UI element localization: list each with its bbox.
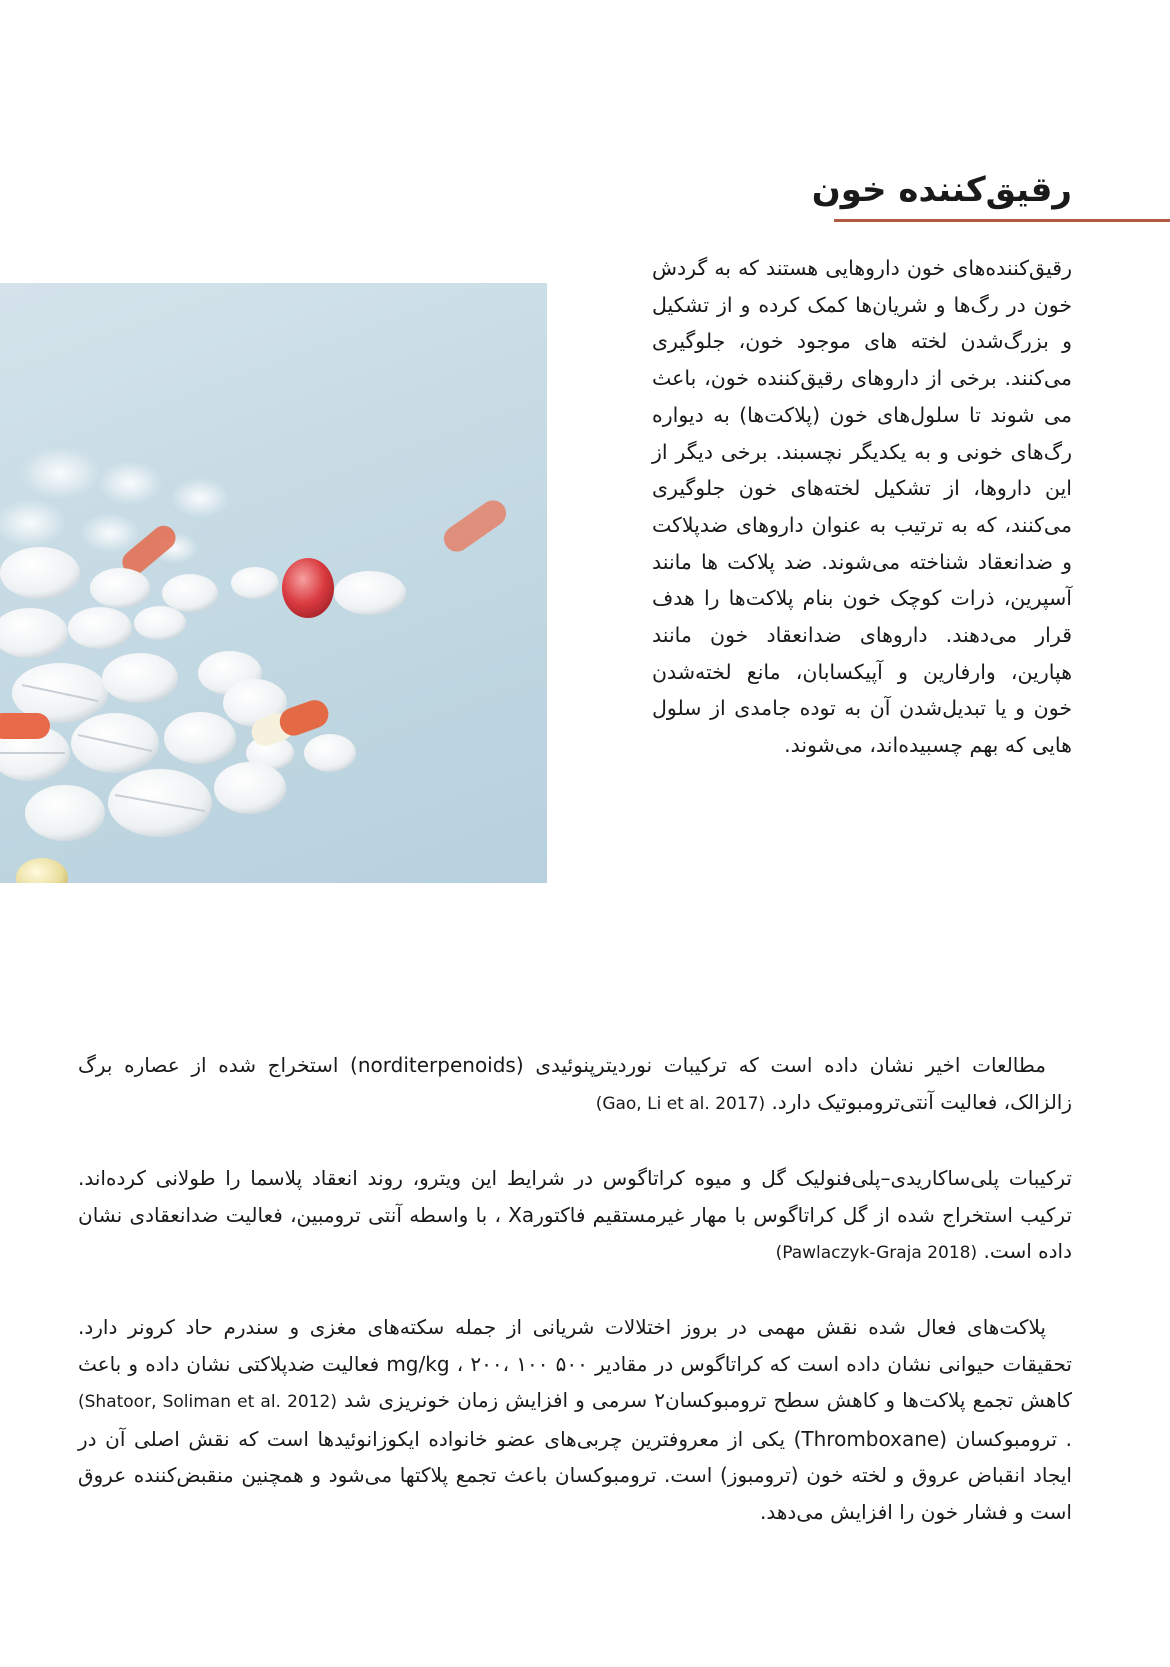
citation: (Gao, Li et al. 2017) [595,1093,766,1114]
paragraph-3-text-b: . ترومبوکسان (Thromboxane) یکی از معروفترین چربی‌های عضو خانواده ایکوزانوئیدها است که نقش اصلی آن در ایجاد انقباض عروق و لخته خون (ترومبوز) است. ترومبوکسان باعث تجمع پلاکتها می‌شود و همچنین منقبض‌کننده عروق است و فشار خون را افزایش می‌دهد. [78,1426,1072,1524]
citation: (Shatoor, Soliman et al. 2012) [78,1392,337,1413]
pills-photo [0,283,547,883]
paragraph-3 [78,1309,1072,1531]
paragraph-1-text: مطالعات اخیر نشان داده است که ترکیبات نوردیترپنوئیدی (norditerpenoids) استخراج شده از عصاره برگ زالزالک، فعالیت آنتی‌ترومبوتیک دارد. [78,1053,1072,1114]
intro-text: رقیق‌کننده‌های خون داروهایی هستند که به گردش خون در رگ‌ها و شریان‌ها کمک کرده و از تشکیل و بزرگ‌شدن لخته های موجود خون، جلوگیری می‌کنند. برخی از داروهای رقیق‌کننده خون، باعث می شوند تا سلول‌های خون (پلاکت‌ها) به دیواره رگ‌های خونی و به یکدیگر نچسبند. برخی دیگر از این داروها، از تشکیل لخته‌های خون جلوگیری می‌کنند، که به ترتیب به عنوان داروهای ضدپلاکت و ضدانعقاد شناخته می‌شوند. ضد پلاکت ها مانند آسپرین، ذرات کوچک خون بنام پلاکت‌ها را هدف قرار می‌دهند. داروهای ضدانعقاد خون مانند هپارین، وارفارین و آپیکسابان، مانع لخته‌شدن خون و یا تبدیل‌شدن آن به توده جامدی از سلول هایی که بهم چسبیده‌اند، می‌شوند. [652,256,1072,758]
paragraph-2-text: ترکیبات پلی‌ساکاریدی–پلی‌فنولیک گل و میوه کراتاگوس در شرایط این ویترو، روند انعقاد پلاسما را طولانی کرده‌اند. ترکیب استخراج شده از گل کراتاگوس با مهار غیرمستقیم فاکتورXa ، با واسطه آنتی ترومبین، فعالیت ضدانعقادی نشان داده است. [78,1166,1072,1264]
title-underline [834,219,1170,222]
paragraph-3-text-a: پلاکت‌های فعال شده نقش مهمی در بروز اختلالات شریانی از جمله سکته‌های مغزی و سندرم حاد کرونر دارد. تحقیقات حیوانی نشان داده است که کراتاگوس در مقادیر ۵۰۰ mg/kg ، ۲۰۰، ۱۰۰ فعالیت ضدپلاکتی نشان داده و باعث کاهش تجمع پلاکت‌ها و کاهش سطح ترومبوکسان۲ سرمی و افزایش زمان خونریزی شد [78,1315,1073,1413]
paragraph-1 [78,1047,1072,1122]
paragraph-2 [78,1160,1072,1272]
page-title: رقیق‌کننده خون [811,170,1072,210]
citation: (Pawlaczyk-Graja 2018) [775,1243,978,1264]
